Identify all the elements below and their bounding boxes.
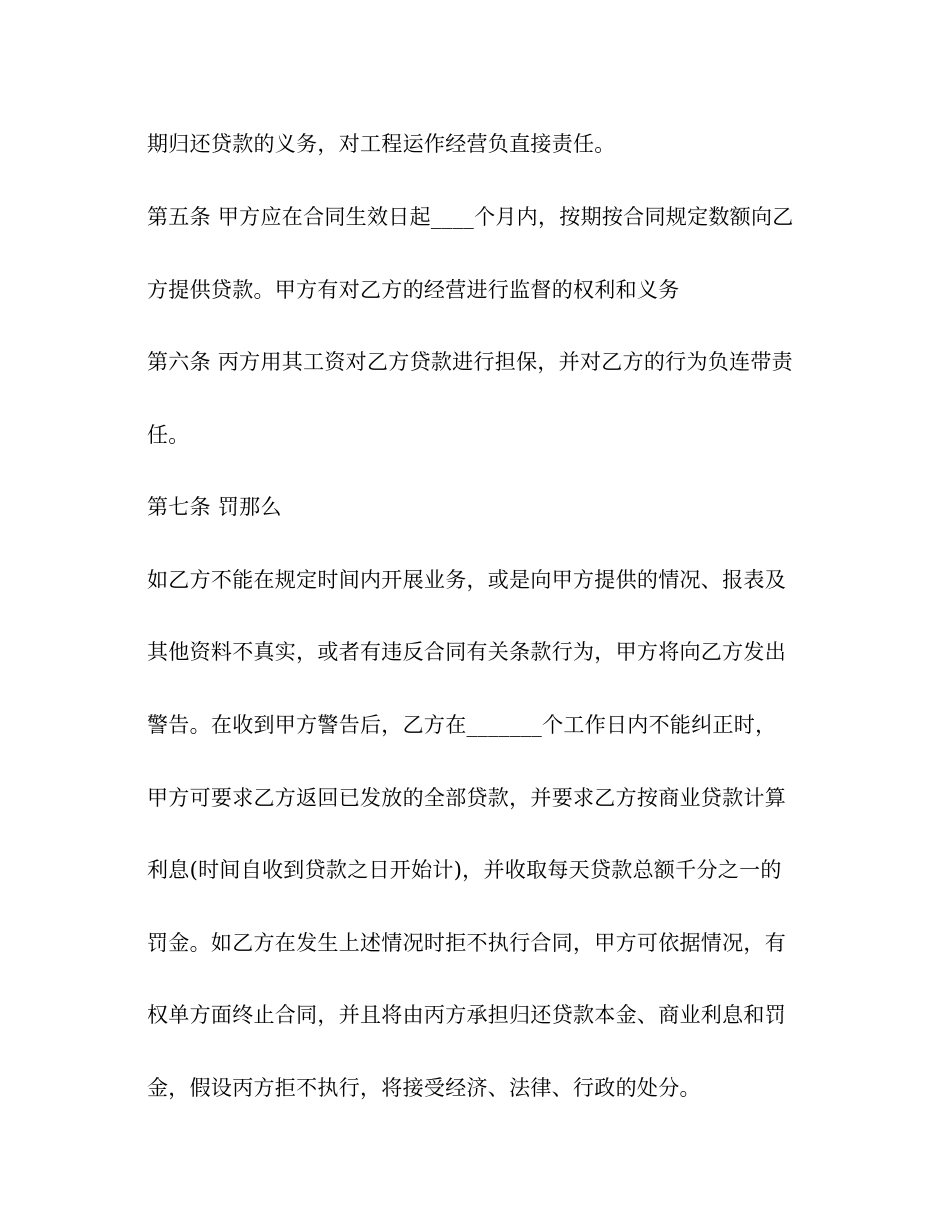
text-line: 甲方可要求乙方返回已发放的全部贷款，并要求乙方按商业贷款计算	[147, 786, 786, 810]
text-line: 权单方面终止合同，并且将由丙方承担归还贷款本金、商业利息和罚	[147, 1003, 786, 1027]
text-line: 警告。在收到甲方警告后，乙方在_______个工作日内不能纠正时，	[147, 713, 777, 737]
text-line: 第六条 丙方用其工资对乙方贷款进行担保，并对乙方的行为负连带责	[147, 350, 793, 374]
text-line: 第七条 罚那么	[147, 495, 282, 519]
text-line: 利息(时间自收到贷款之日开始计)，并收取每天贷款总额千分之一的	[147, 858, 782, 882]
text-line: 期归还贷款的义务，对工程运作经营负直接责任。	[147, 132, 616, 156]
text-line: 其他资料不真实，或者有违反合同有关条款行为，甲方将向乙方发出	[147, 640, 786, 664]
text-line: 任。	[147, 423, 190, 447]
text-line: 金，假设丙方拒不执行，将接受经济、法律、行政的处分。	[147, 1076, 701, 1100]
text-line: 方提供贷款。甲方有对乙方的经营进行监督的权利和义务	[147, 278, 680, 302]
text-line: 罚金。如乙方在发生上述情况时拒不执行合同，甲方可依据情况，有	[147, 931, 786, 955]
text-line: 第五条 甲方应在合同生效日起____个月内，按期按合同规定数额向乙	[147, 205, 794, 229]
text-line: 如乙方不能在规定时间内开展业务，或是向甲方提供的情况、报表及	[147, 568, 786, 592]
